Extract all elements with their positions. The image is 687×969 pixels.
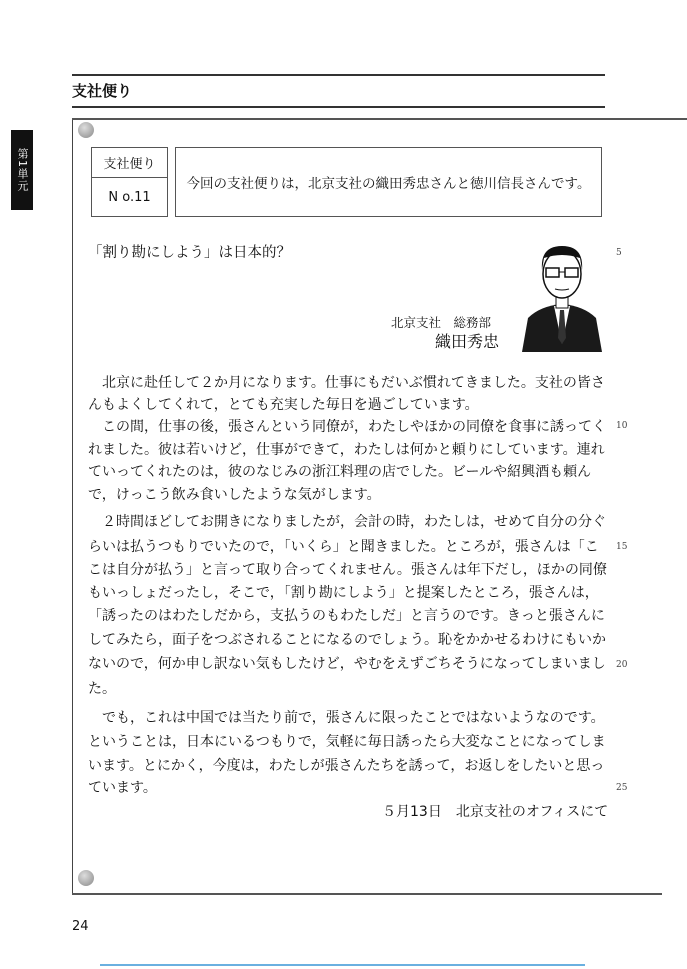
author-name: 織田秀忠: [435, 332, 500, 351]
body-line: れました。彼は若いけど，仕事ができて，わたしは何かと頼りにしています。連れ: [88, 442, 605, 458]
frame-top-rule: [72, 118, 687, 120]
body-line: で，けっこう飲み食いしたような気がします。: [88, 487, 381, 503]
body-line: してみたら，面子をつぶされることになるのでしょう。恥をかかせるわけにもいか: [88, 632, 606, 648]
frame-bottom-rule: [72, 893, 662, 895]
body-line: ていってくれたのは，彼のなじみの浙江料理の店でした。ビールや紹興酒も頼ん: [88, 464, 592, 480]
info-label-cell: 支社便り: [91, 147, 168, 178]
line-number: 20: [616, 660, 628, 670]
body-line: ています。: [88, 780, 157, 796]
body-line: 「誘ったのはわたしだから，支払うのもわたしだ」と言うのです。きっと張さんに: [88, 608, 605, 624]
header-rule-top: [72, 74, 605, 76]
info-description-cell: 今回の支社便りは，北京支社の織田秀忠さんと徳川信長さんです。: [175, 147, 602, 217]
body-line: 北京に赴任して２か月になります。仕事にもだいぶ慣れてきました。支社の皆さ: [88, 375, 605, 391]
decorative-circle-bottom: [78, 870, 94, 886]
body-line: んもよくしてくれて，とても充実した毎日を過ごしています。: [88, 397, 479, 413]
article-signature: ５月13日 北京支社のオフィスにて: [382, 804, 609, 820]
body-line: ということは，日本にいるつもりで，気軽に毎日誘ったら大変なことになってしま: [88, 734, 606, 750]
article-frame: [72, 118, 663, 893]
body-line: います。とにかく，今度は，わたしが張さんたちを誘って，お返しをしたいと思っ: [88, 758, 605, 774]
header-rule-bottom: [72, 106, 605, 108]
body-line: こは自分が払う」と言って取り合ってくれません。張さんは年下だし，ほかの同僚: [88, 562, 607, 578]
unit-side-tab: 第1単元: [11, 130, 33, 210]
body-line: もいっしょだったし，そこで，「割り勘にしよう」と提案したところ，張さんは，: [88, 585, 599, 601]
body-line: この間，仕事の後，張さんという同僚が，わたしやほかの同僚を食事に誘ってく: [88, 419, 606, 435]
body-line: でも，これは中国では当たり前で，張さんに限ったことではないようなのです。: [88, 710, 605, 726]
author-portrait-illustration: [520, 240, 604, 354]
page-number: 24: [72, 919, 89, 934]
line-number: 10: [616, 421, 628, 431]
info-number-cell: N o.11: [91, 177, 168, 217]
body-line: ２時間ほどしてお開きになりましたが，会計の時，わたしは，せめて自分の分ぐ: [88, 514, 606, 530]
author-department: 北京支社 総務部: [391, 315, 492, 330]
section-title: 支社便り: [72, 82, 133, 100]
line-number: 25: [616, 783, 628, 793]
body-line: た。: [88, 681, 116, 697]
body-line: らいは払うつもりでいたので，「いくら」と聞きました。ところが，張さんは「こ: [88, 539, 599, 555]
line-number: 5: [616, 248, 622, 258]
body-line: ないので，何か申し訳ない気もしたけど，やむをえずごちそうになってしまいまし: [88, 656, 606, 672]
bottom-blue-rule: [100, 964, 585, 966]
decorative-circle-top: [78, 122, 94, 138]
article-headline: 「割り勘にしよう」は日本的？: [88, 245, 291, 261]
line-number: 15: [616, 542, 628, 552]
